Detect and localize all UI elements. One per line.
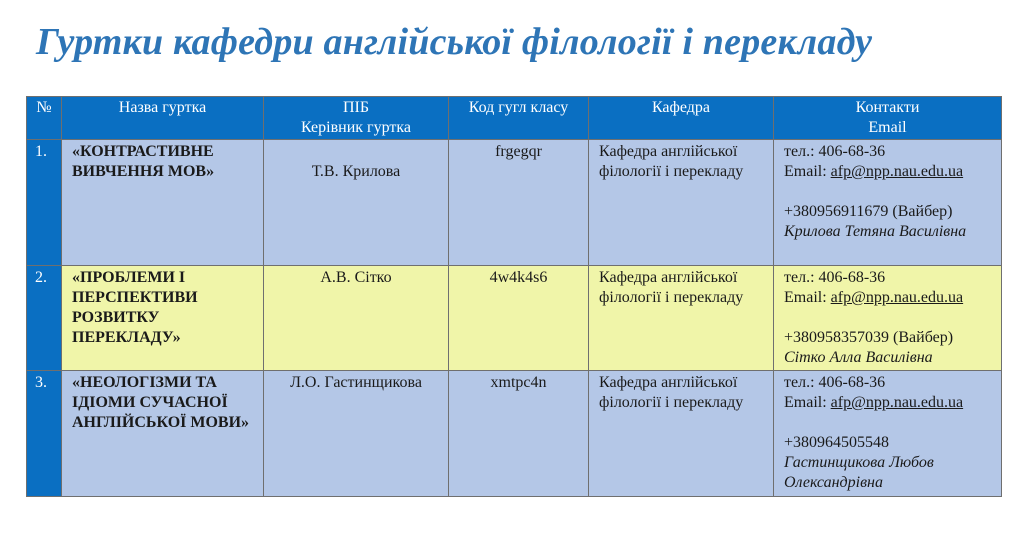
email-label: Email: bbox=[784, 289, 831, 306]
email-line bbox=[784, 162, 995, 182]
table-header-row bbox=[27, 97, 1002, 140]
classroom-code: xmtpc4n bbox=[449, 371, 589, 497]
email-link[interactable]: afp@npp.nau.edu.ua bbox=[830, 394, 964, 411]
club-name: «НЕОЛОГІЗМИ ТА ІДІОМИ СУЧАСНОЇ АНГЛІЙСЬКОЇ МОВИ» bbox=[62, 371, 264, 497]
contact-person: Сітко Алла Василівна bbox=[784, 349, 933, 366]
mobile-text: +380958357039 (Вайбер) bbox=[784, 329, 954, 346]
header-contacts bbox=[774, 97, 1002, 140]
header-club-name: Назва гуртка bbox=[62, 97, 264, 140]
contact-person: Гастинщикова Любов Олександрівна bbox=[784, 454, 934, 491]
row-number: 2. bbox=[27, 266, 62, 371]
contact-person: Крилова Тетяна Василівна bbox=[784, 223, 967, 240]
club-leader: Л.О. Гастинщикова bbox=[264, 371, 449, 497]
club-leader: Т.В. Крилова bbox=[264, 140, 449, 266]
header-leader-line2: Керівник гуртка bbox=[300, 119, 412, 136]
row-number: 1. bbox=[27, 140, 62, 266]
header-classroom-code: Код гугл класу bbox=[449, 97, 589, 140]
page-title: Гуртки кафедри англійської філології і перекладу bbox=[36, 21, 873, 63]
email-link[interactable]: afp@npp.nau.edu.ua bbox=[830, 289, 964, 306]
mobile-text: +380956911679 (Вайбер) bbox=[784, 203, 953, 220]
email-label: Email: bbox=[784, 394, 831, 411]
email-label: Email: bbox=[784, 163, 831, 180]
header-department: Кафедра bbox=[589, 97, 774, 140]
classroom-code: 4w4k4s6 bbox=[449, 266, 589, 371]
email-line bbox=[784, 288, 995, 308]
contacts-cell bbox=[774, 266, 1002, 371]
spacer bbox=[784, 182, 995, 202]
department: Кафедра англійської філології і перекладу bbox=[589, 266, 774, 371]
spacer bbox=[784, 308, 995, 328]
phone-text: тел.: 406-68-36 bbox=[784, 374, 886, 391]
club-leader: А.В. Сітко bbox=[264, 266, 449, 371]
classroom-code: frgegqr bbox=[449, 140, 589, 266]
header-contacts-line1: Контакти bbox=[855, 99, 920, 116]
club-name: «ПРОБЛЕМИ І ПЕРСПЕКТИВИ РОЗВИТКУ ПЕРЕКЛАДУ» bbox=[62, 266, 264, 371]
phone-text: тел.: 406-68-36 bbox=[784, 143, 886, 160]
contacts-cell bbox=[774, 371, 1002, 497]
club-name: «КОНТРАСТИВНЕ ВИВЧЕННЯ МОВ» bbox=[62, 140, 264, 266]
row-number: 3. bbox=[27, 371, 62, 497]
header-num: № bbox=[27, 97, 62, 140]
mobile-text: +380964505548 bbox=[784, 434, 890, 451]
header-contacts-line2: Email bbox=[868, 119, 907, 136]
phone-text: тел.: 406-68-36 bbox=[784, 269, 886, 286]
table-row bbox=[27, 140, 1002, 266]
department: Кафедра англійської філології і перекладу bbox=[589, 371, 774, 497]
header-leader-line1: ПІБ bbox=[342, 99, 370, 116]
clubs-table bbox=[26, 96, 1002, 497]
department: Кафедра англійської філології і перекладу bbox=[589, 140, 774, 266]
email-link[interactable]: afp@npp.nau.edu.ua bbox=[830, 163, 964, 180]
header-leader bbox=[264, 97, 449, 140]
table-row bbox=[27, 371, 1002, 497]
spacer bbox=[784, 413, 995, 433]
contacts-cell bbox=[774, 140, 1002, 266]
email-line bbox=[784, 393, 995, 413]
table-row bbox=[27, 266, 1002, 371]
